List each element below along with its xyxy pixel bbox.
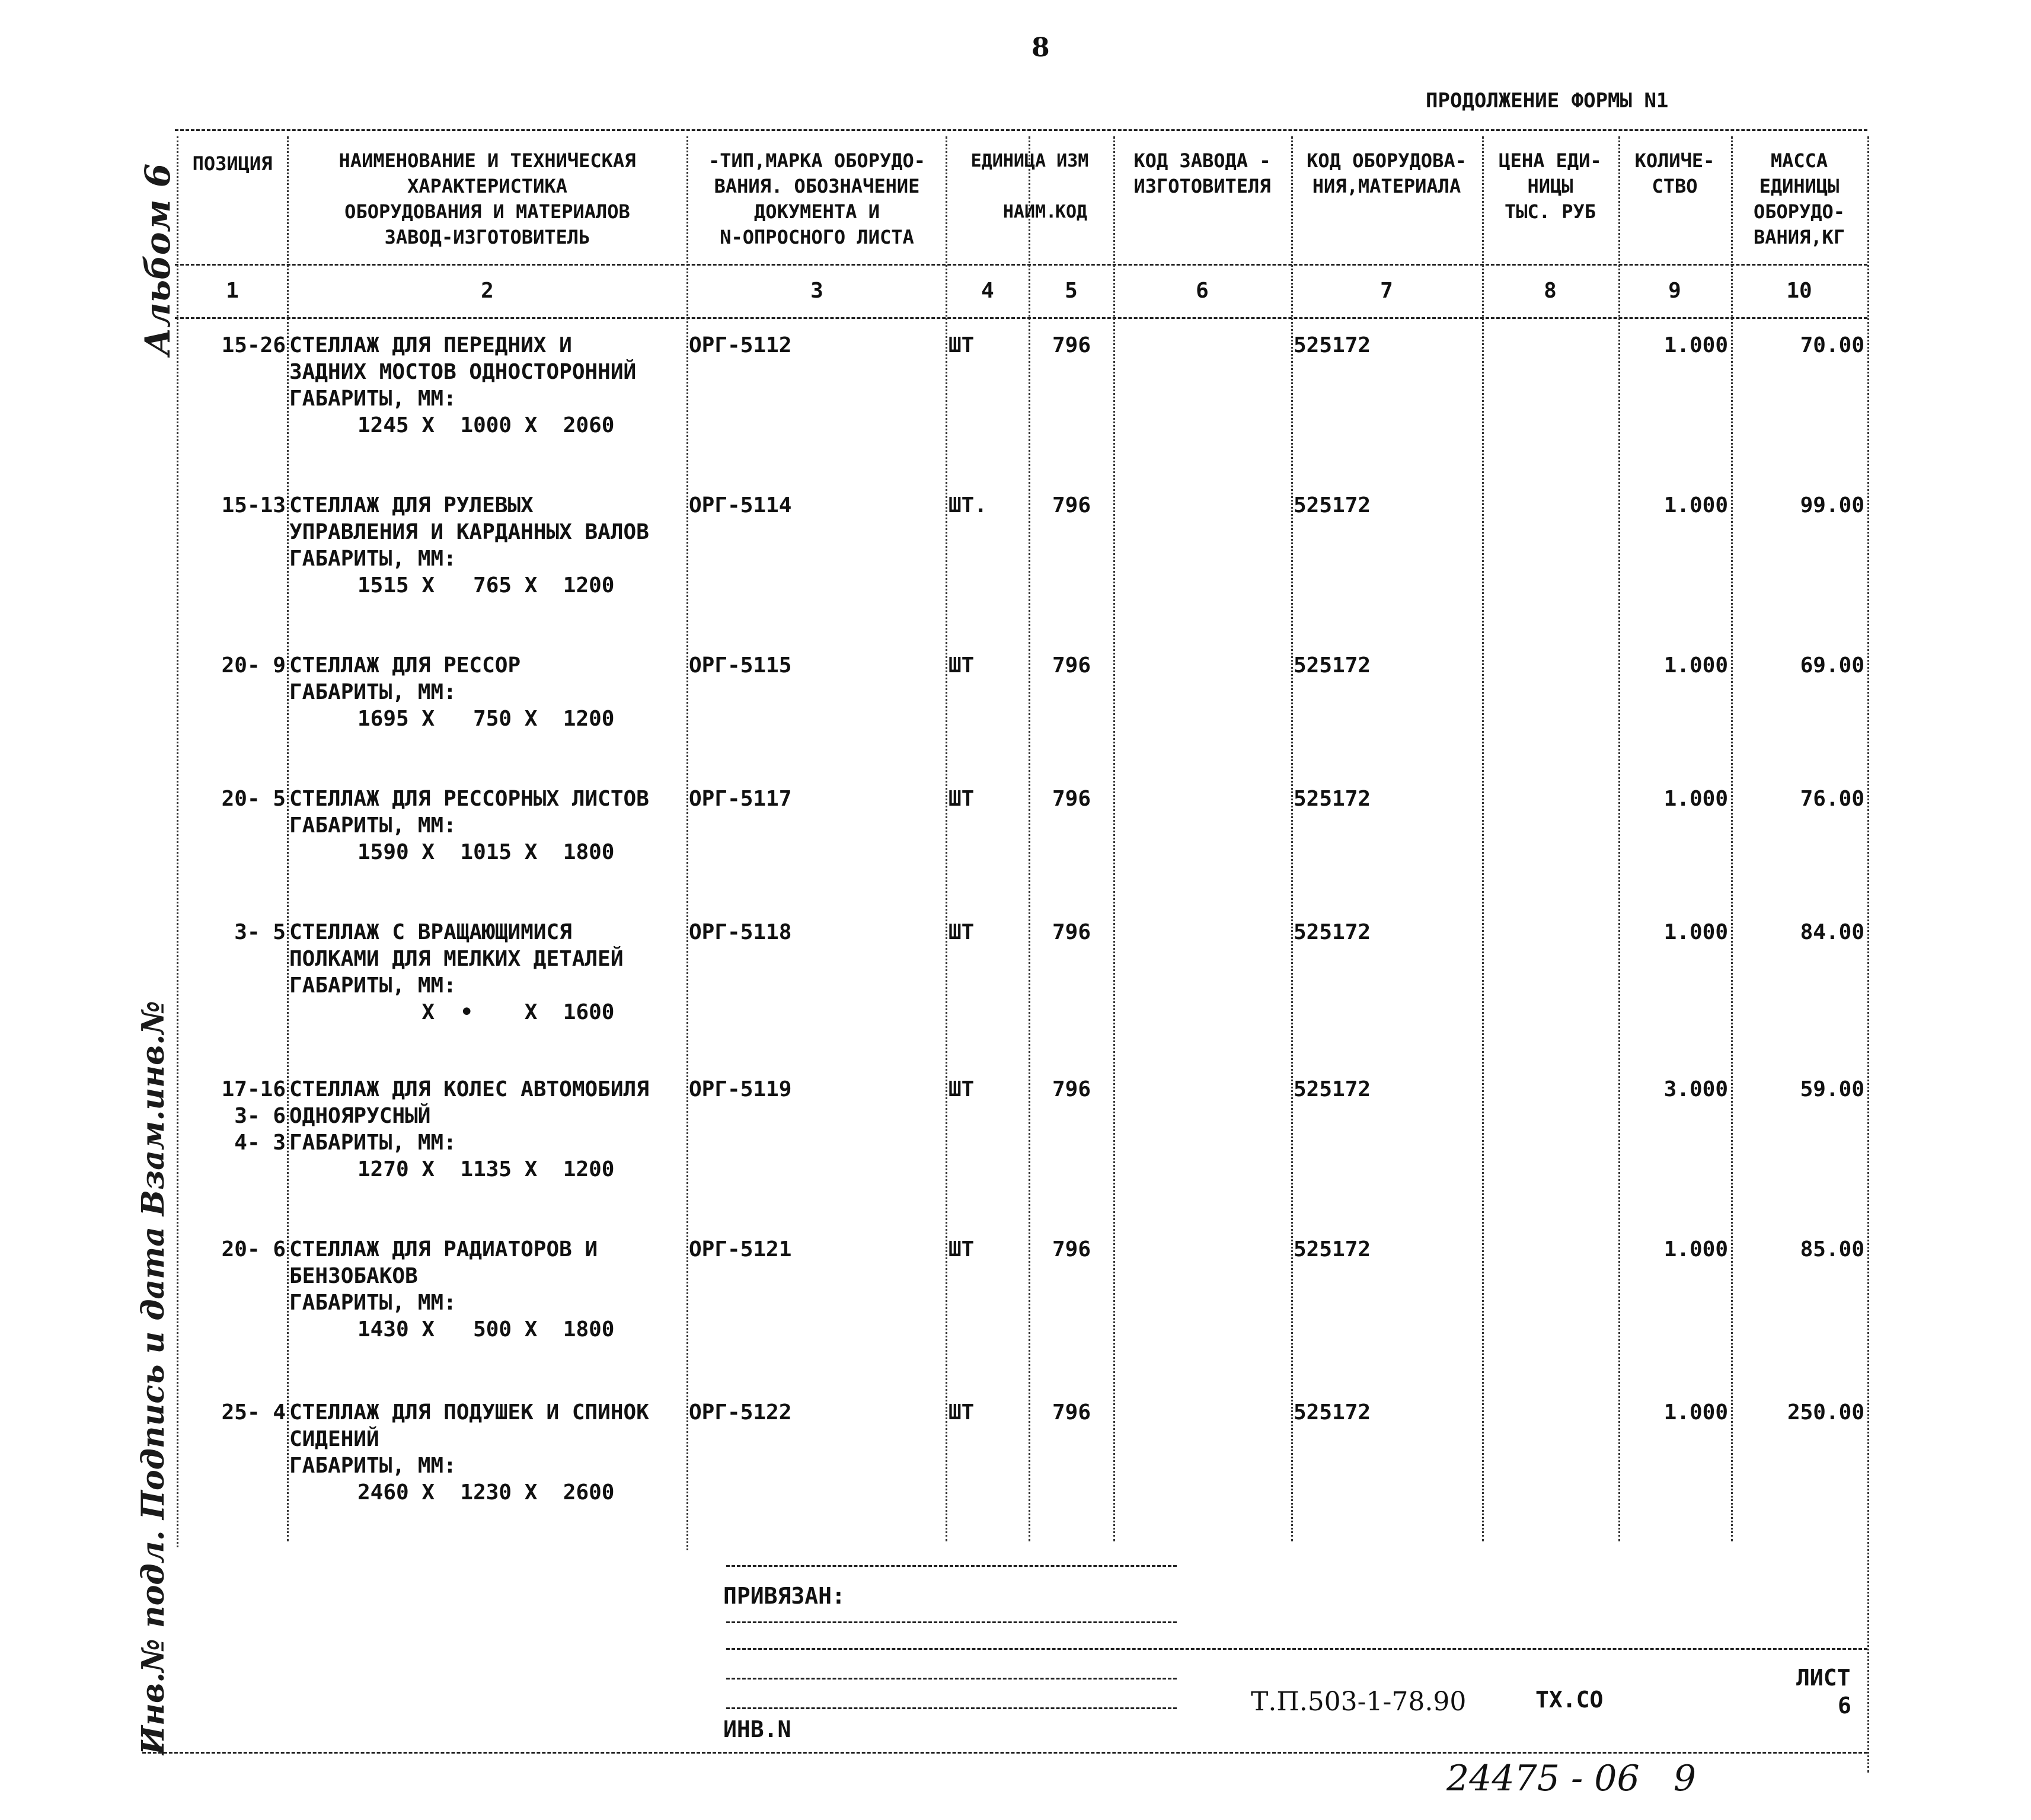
- row-unit-name: ШТ: [949, 653, 975, 678]
- col-sep-7: [1482, 136, 1484, 1541]
- header-col-7: КОД ОБОРУДОВА- НИЯ,МАТЕРИАЛА: [1307, 149, 1467, 197]
- row-mass: 59.00: [1800, 1077, 1864, 1101]
- sheet-label: ЛИСТ: [1796, 1665, 1851, 1691]
- row-equipment-code: 525172: [1294, 787, 1371, 811]
- row-equipment-code: 525172: [1294, 920, 1371, 944]
- row-quantity: 1.000: [1663, 787, 1728, 811]
- handwritten-archive-number: 24475 - 06 9: [1446, 1758, 1697, 1799]
- row-unit-code: 796: [1052, 1400, 1091, 1425]
- row-position: 20- 5: [221, 787, 286, 811]
- row-dimensions: 1590 X 1015 X 1800: [357, 840, 615, 864]
- row-unit-name: ШТ: [949, 787, 975, 811]
- footer-bottom-rule: [142, 1752, 1867, 1754]
- row-dimensions: 1515 X 765 X 1200: [357, 573, 615, 598]
- row-unit-code: 796: [1052, 333, 1091, 357]
- header-mid-rule: [175, 264, 1867, 266]
- album-margin-note: Альбом 6: [138, 163, 178, 356]
- row-equipment-code: 525172: [1294, 1237, 1371, 1262]
- col-num-1: 1: [226, 279, 239, 303]
- row-quantity: 1.000: [1663, 333, 1728, 357]
- row-quantity: 1.000: [1663, 1400, 1728, 1425]
- row-dimensions: 1270 X 1135 X 1200: [357, 1157, 615, 1182]
- col-sep-3: [946, 136, 947, 1541]
- header-col-2: НАИМЕНОВАНИЕ И ТЕХНИЧЕСКАЯ ХАРАКТЕРИСТИКА ОБОРУДОВАНИЯ И МАТЕРИАЛОВ ЗАВОД-ИЗГОТОВИТЕЛЬ: [338, 149, 636, 248]
- row-name: СТЕЛЛАЖ ДЛЯ КОЛЕС АВТОМОБИЛЯ ОДНОЯРУСНЫЙ ГАБАРИТЫ, ММ:: [289, 1077, 649, 1155]
- row-unit-name: ШТ: [949, 333, 975, 357]
- row-position: 3- 5: [234, 920, 286, 944]
- row-mass: 76.00: [1800, 787, 1864, 811]
- header-col-8: ЦЕНА ЕДИ- НИЦЫ ТЫС. РУБ: [1499, 149, 1602, 223]
- col-num-6: 6: [1196, 279, 1209, 303]
- row-unit-code: 796: [1052, 653, 1091, 678]
- row-equipment-code: 525172: [1294, 333, 1371, 357]
- header-col-5: КОД: [1055, 202, 1088, 222]
- col-num-3: 3: [810, 279, 823, 303]
- row-equipment-code: 525172: [1294, 493, 1371, 518]
- stamp-rule-4: [726, 1678, 1177, 1679]
- row-name: СТЕЛЛАЖ С ВРАЩАЮЩИМИСЯ ПОЛКАМИ ДЛЯ МЕЛКИХ ДЕТАЛЕЙ ГАБАРИТЫ, ММ:: [289, 920, 624, 998]
- row-position: 17-16 3- 6 4- 3: [221, 1077, 286, 1155]
- doc-code: Т.П.503-1-78.90: [1251, 1687, 1467, 1717]
- row-dimensions: 1245 X 1000 X 2060: [357, 413, 615, 438]
- row-equipment-code: 525172: [1294, 653, 1371, 678]
- row-unit-name: ШТ: [949, 1237, 975, 1262]
- header-col-3: -ТИП,МАРКА ОБОРУДО- ВАНИЯ. ОБОЗНАЧЕНИЕ ДОКУМЕНТА И N-ОПРОСНОГО ЛИСТА: [708, 149, 926, 248]
- col-sep-9: [1731, 136, 1733, 1541]
- stamp-rule-5: [726, 1707, 1177, 1709]
- row-quantity: 1.000: [1663, 1237, 1728, 1262]
- row-position: 20- 9: [221, 653, 286, 678]
- row-position: 25- 4: [221, 1400, 286, 1425]
- row-unit-name: ШТ: [949, 920, 975, 944]
- header-col-10: МАССА ЕДИНИЦЫ ОБОРУДО- ВАНИЯ,КГ: [1753, 149, 1845, 248]
- row-type-code: ОРГ-5118: [689, 920, 792, 944]
- row-unit-code: 796: [1052, 1077, 1091, 1101]
- col-sep-8: [1618, 136, 1620, 1541]
- stamp-top-rule: [726, 1565, 1177, 1567]
- row-position: 20- 6: [221, 1237, 286, 1262]
- row-mass: 99.00: [1800, 493, 1864, 518]
- row-unit-code: 796: [1052, 493, 1091, 518]
- row-name: СТЕЛЛАЖ ДЛЯ РАДИАТОРОВ И БЕНЗОБАКОВ ГАБАРИТЫ, ММ:: [289, 1237, 598, 1315]
- row-type-code: ОРГ-5121: [689, 1237, 792, 1262]
- col-num-5: 5: [1065, 279, 1078, 303]
- col-sep-1: [287, 136, 289, 1541]
- col-sep-5: [1113, 136, 1115, 1541]
- stamp-rule-2: [726, 1621, 1177, 1623]
- row-unit-code: 796: [1052, 920, 1091, 944]
- header-top-rule: [175, 129, 1867, 131]
- header-col-9: КОЛИЧЕ- СТВО: [1634, 149, 1715, 197]
- row-name: СТЕЛЛАЖ ДЛЯ РЕССОРНЫХ ЛИСТОВ ГАБАРИТЫ, ММ:: [289, 787, 649, 838]
- col-num-9: 9: [1668, 279, 1681, 303]
- row-unit-code: 796: [1052, 787, 1091, 811]
- row-type-code: ОРГ-5119: [689, 1077, 792, 1101]
- page-number: 8: [1032, 33, 1050, 63]
- col-sep-4: [1029, 136, 1030, 1541]
- col-sep-left: [177, 136, 178, 1547]
- row-position: 15-26: [221, 333, 286, 357]
- row-quantity: 1.000: [1663, 920, 1728, 944]
- stamp-margin-note: Инв.№ подл. Подпись и дата Взам.инв.№: [135, 1001, 171, 1755]
- row-name: СТЕЛЛАЖ ДЛЯ ПЕРЕДНИХ И ЗАДНИХ МОСТОВ ОДНОСТОРОННИЙ ГАБАРИТЫ, ММ:: [289, 333, 637, 411]
- sheet-number: 6: [1838, 1693, 1851, 1719]
- row-mass: 250.00: [1787, 1400, 1864, 1425]
- row-equipment-code: 525172: [1294, 1400, 1371, 1425]
- col-sep-6: [1291, 136, 1293, 1541]
- row-name: СТЕЛЛАЖ ДЛЯ ПОДУШЕК И СПИНОК СИДЕНИЙ ГАБАРИТЫ, ММ:: [289, 1400, 649, 1478]
- row-type-code: ОРГ-5114: [689, 493, 792, 518]
- row-unit-name: ШТ: [949, 1400, 975, 1425]
- col-num-8: 8: [1544, 279, 1557, 303]
- header-col-6: КОД ЗАВОДА - ИЗГОТОВИТЕЛЯ: [1133, 149, 1271, 197]
- row-type-code: ОРГ-5115: [689, 653, 792, 678]
- row-equipment-code: 525172: [1294, 1077, 1371, 1101]
- row-type-code: ОРГ-5112: [689, 333, 792, 357]
- row-type-code: ОРГ-5122: [689, 1400, 792, 1425]
- inv-label: ИНВ.N: [723, 1716, 791, 1742]
- row-quantity: 3.000: [1663, 1077, 1728, 1101]
- header-col-1: ПОЗИЦИЯ: [192, 152, 273, 175]
- col-num-2: 2: [481, 279, 494, 303]
- col-num-10: 10: [1786, 279, 1812, 303]
- row-quantity: 1.000: [1663, 493, 1728, 518]
- row-quantity: 1.000: [1663, 653, 1728, 678]
- row-mass: 84.00: [1800, 920, 1864, 944]
- col-num-4: 4: [981, 279, 994, 303]
- stamp-rule-3: [726, 1648, 1867, 1650]
- row-unit-code: 796: [1052, 1237, 1091, 1262]
- row-position: 15-13: [221, 493, 286, 518]
- row-dimensions: 1430 X 500 X 1800: [357, 1317, 615, 1342]
- row-dimensions: X • X 1600: [357, 1000, 615, 1024]
- col-num-7: 7: [1380, 279, 1393, 303]
- row-name: СТЕЛЛАЖ ДЛЯ РУЛЕВЫХ УПРАВЛЕНИЯ И КАРДАННЫХ ВАЛОВ ГАБАРИТЫ, ММ:: [289, 493, 649, 571]
- row-name: СТЕЛЛАЖ ДЛЯ РЕССОР ГАБАРИТЫ, ММ:: [289, 653, 521, 704]
- header-bottom-rule: [175, 317, 1867, 319]
- row-type-code: ОРГ-5117: [689, 787, 792, 811]
- col-sep-right: [1867, 136, 1869, 1773]
- row-mass: 85.00: [1800, 1237, 1864, 1262]
- row-dimensions: 2460 X 1230 X 2600: [357, 1480, 615, 1505]
- bound-label: ПРИВЯЗАН:: [723, 1583, 845, 1609]
- row-dimensions: 1695 X 750 X 1200: [357, 707, 615, 731]
- doc-type: ТХ.СО: [1535, 1687, 1604, 1713]
- row-unit-name: ШТ.: [949, 493, 988, 518]
- row-mass: 70.00: [1800, 333, 1864, 357]
- header-col-4: ЕДИНИЦА ИЗМ НАИМ.: [970, 151, 1089, 222]
- continuation-title: ПРОДОЛЖЕНИЕ ФОРМЫ N1: [1426, 89, 1669, 113]
- row-mass: 69.00: [1800, 653, 1864, 678]
- row-unit-name: ШТ: [949, 1077, 975, 1101]
